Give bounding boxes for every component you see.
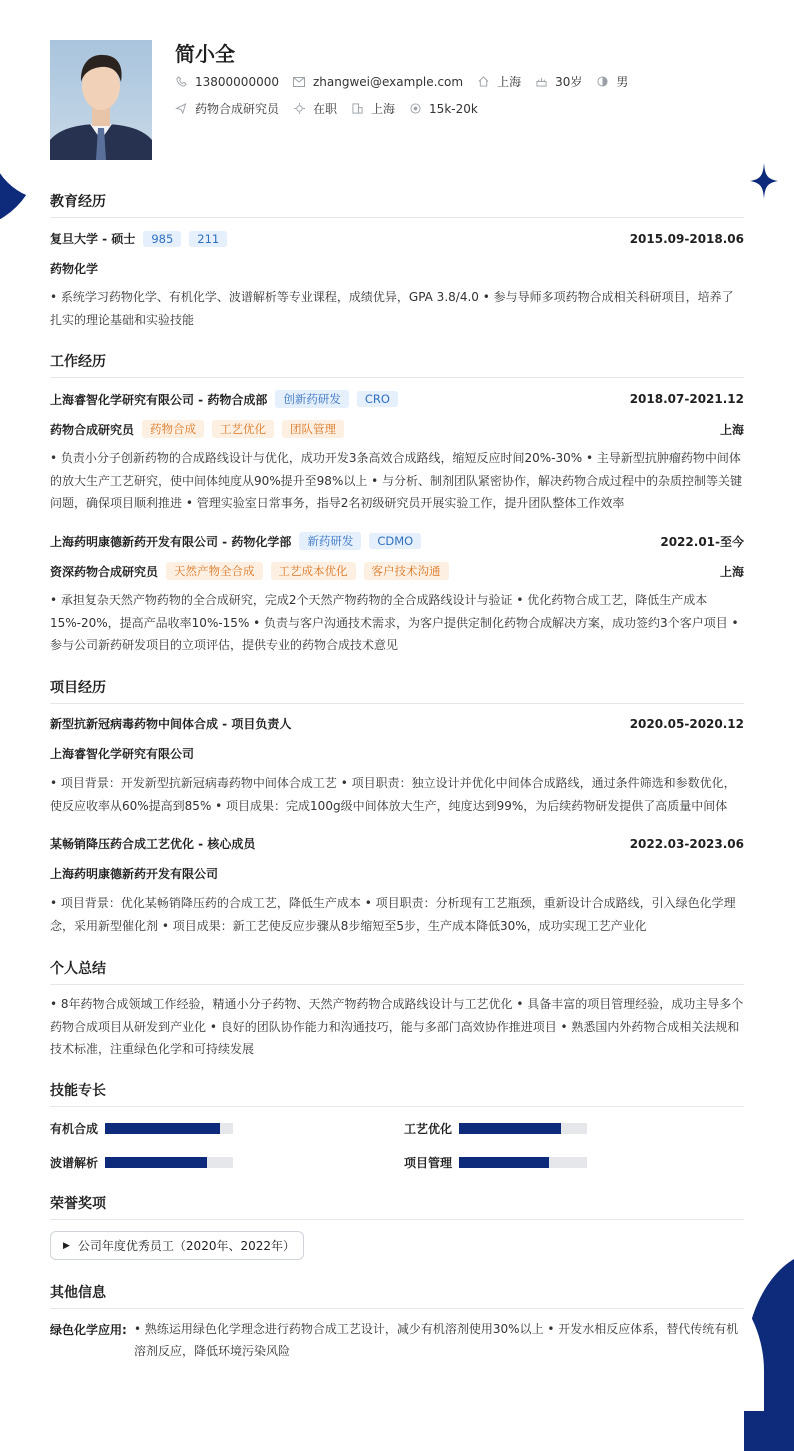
education-tag: 985 [143,231,181,247]
job-row [175,100,492,117]
skill-bar-fill [459,1157,549,1168]
role-tag: 天然产物全合成 [166,562,263,580]
building-icon [351,103,363,115]
role-tag: 药物合成 [142,420,204,438]
skill-item [50,1154,290,1171]
status-text: 在职 [313,102,338,116]
job-title-text: 药物合成研究员 [195,102,280,116]
project-org: 上海睿智化学研究有限公司 [50,747,195,761]
mail-icon [293,76,305,88]
work-role-row [50,420,744,438]
skill-bar-fill [105,1157,207,1168]
education-date: 2015.09-2018.06 [629,231,744,246]
honors-section-title: 荣誉奖项 [50,1193,744,1220]
age-text: 30岁 [555,75,583,89]
role-tag: 工艺优化 [212,420,274,438]
project-title: 新型抗新冠病毒药物中间体合成 - 项目负责人 [50,717,292,731]
honor-text: 公司年度优秀员工（2020年、2022年） [77,1239,296,1253]
project-title-row [50,715,744,732]
skill-bar [105,1123,233,1134]
summary-text: • 8年药物合成领域工作经验，精通小分子药物、天然产物药物合成路线设计与工艺优化 • 具备丰富的项目管理经验，成功主导多个药物合成项目从研发到产业化 • 良好的团队协作能力和沟通技巧，能与多部门高效协作推进项目 • 熟悉国内外药物合成相关法规和技术标准，注重绿色化学和可持续发展 [50,997,744,1056]
summary-section-title: 个人总结 [50,958,744,985]
resume-page [50,0,744,1358]
skill-bar [459,1123,587,1134]
phone-item [175,75,279,89]
email-text: zhangwei@example.com [312,74,464,89]
company-name: 上海药明康德新药开发有限公司 - 药物化学部 [50,534,292,549]
salary-text: 15k-20k [429,101,478,116]
skills-section-title: 技能专长 [50,1080,744,1107]
education-description: • 系统学习药物化学、有机化学、波谱解析等专业课程，成绩优异，GPA 3.8/4.0 • 参与导师多项药物合成相关科研项目，培养了扎实的理论基础和实验技能 [50,290,734,327]
work-company-row [50,532,744,550]
role-tag: 工艺成本优化 [271,562,356,580]
company-tag: 新药研发 [299,532,361,550]
location-text: 上海 [497,75,522,89]
salary-item [409,102,478,116]
project-description: • 项目背景：优化某畅销降压药的合成工艺，降低生产成本 • 项目职责：分析现有工艺瓶颈，重新设计合成路线，引入绿色化学理念，采用新型催化剂 • 项目成果：新工艺使反应步骤从8步缩短至5步，生产成本降低30%，成功实现工艺产业化 [50,896,736,933]
cake-icon [535,76,547,88]
skill-name: 波谱解析 [50,1156,99,1170]
education-major: 药物化学 [50,262,99,276]
city-item [351,100,395,117]
other-section-title: 其他信息 [50,1282,744,1309]
sun-icon [293,103,305,115]
honor-item[interactable] [50,1231,304,1260]
phone-text: 13800000000 [195,74,279,89]
project-org-row [50,865,744,882]
work-role [50,562,449,580]
work-role [50,420,344,438]
coin-icon [409,103,421,115]
work-date: 2022.01-至今 [660,534,744,549]
work-company [50,390,398,408]
other-text: • 熟练运用绿色化学理念进行药物合成工艺设计，减少有机溶剂使用30%以上 • 开发水相反应体系，替代传统有机溶剂反应，降低环境污染风险 [134,1322,739,1358]
education-row [50,230,744,247]
education-major-row [50,260,744,277]
project-date: 2022.03-2023.06 [629,836,744,851]
work-company [50,532,421,550]
company-tag: 创新药研发 [275,390,349,408]
skill-bar-fill [105,1123,220,1134]
education-section-title: 教育经历 [50,191,744,218]
candidate-name: 简小全 [175,42,235,66]
skill-bar [459,1157,587,1168]
avatar [50,40,152,160]
school-name: 复旦大学 - 硕士 [50,232,136,246]
project-title-row [50,835,744,852]
skill-bar [105,1157,233,1168]
work-city: 上海 [719,564,744,579]
skill-name: 工艺优化 [404,1122,453,1136]
send-icon [175,103,187,115]
gender-item [596,73,628,90]
project-description: • 项目背景：开发新型抗新冠病毒药物中间体合成工艺 • 项目职责：独立设计并优化中间体合成路线，通过条件筛选和参数优化，使反应收率从60%提高到85% • 项目成果：完成100g级中间体放大生产，纯度达到99%，为后续药物研发提供了高质量中间体 [50,776,736,813]
role-tag: 客户技术沟通 [364,562,449,580]
sparkle-icon [750,163,778,199]
work-description: • 负责小分子创新药物的合成路线设计与优化，成功开发3条高效合成路线，缩短反应时间20%-30% • 主导新型抗肿瘤药物中间体的放大生产工艺研究，使中间体纯度从90%提升至98%以上 • 与分析、制剂团队紧密协作，解决药物合成过程中的杂质控制等关键问题，确保项目顺利推进 • 管理实验室日常事务，指导2名初级研究员开展实验工作，提升团队整体工作效率 [50,451,743,510]
education-tag: 211 [189,231,227,247]
company-name: 上海睿智化学研究有限公司 - 药物合成部 [50,392,268,407]
contact-row [175,73,642,90]
skill-name: 项目管理 [404,1156,453,1170]
role-name: 药物合成研究员 [50,422,135,437]
project-org-row [50,745,744,762]
gender-text: 男 [616,75,629,89]
work-description: • 承担复杂天然产物药物的全合成研究，完成2个天然产物药物的全合成路线设计与验证 • 优化药物合成工艺，降低生产成本15%-20%，提高产品收率10%-15% • 负责与客户沟通技术需求，为客户提供定制化药物合成解决方案，成功签约3个客户项目 • 参与公司新药研发项目的立项评估，提供专业的药物合成技术意见 [50,593,739,652]
age-item [535,73,582,90]
skill-name: 有机合成 [50,1122,99,1136]
company-tag: CRO [357,391,398,407]
work-section-title: 工作经历 [50,351,744,378]
project-title: 某畅销降压药合成工艺优化 - 核心成员 [50,837,256,851]
location-item [477,73,521,90]
city-text: 上海 [371,102,396,116]
education-school [50,230,227,247]
work-company-row [50,390,744,408]
work-date: 2018.07-2021.12 [629,392,744,406]
other-label: 绿色化学应用: [50,1323,127,1337]
role-tag: 团队管理 [282,420,344,438]
project-date: 2020.05-2020.12 [629,716,744,731]
projects-section-title: 项目经历 [50,677,744,704]
skill-bar-fill [459,1123,561,1134]
job-title-item [175,100,279,117]
resume-header [50,0,744,160]
skill-item [404,1120,644,1137]
work-city: 上海 [719,422,744,437]
phone-icon [175,76,187,88]
skill-item [404,1154,644,1171]
gender-icon [596,76,608,88]
home-icon [477,76,489,88]
company-tag: CDMO [369,533,421,549]
skill-item [50,1120,290,1137]
role-name: 资深药物合成研究员 [50,564,159,579]
status-item [293,100,337,117]
project-org: 上海药明康德新药开发有限公司 [50,867,219,881]
triangle-right-icon: ▶ [63,1240,70,1251]
work-role-row [50,562,744,580]
email-item [293,75,463,89]
